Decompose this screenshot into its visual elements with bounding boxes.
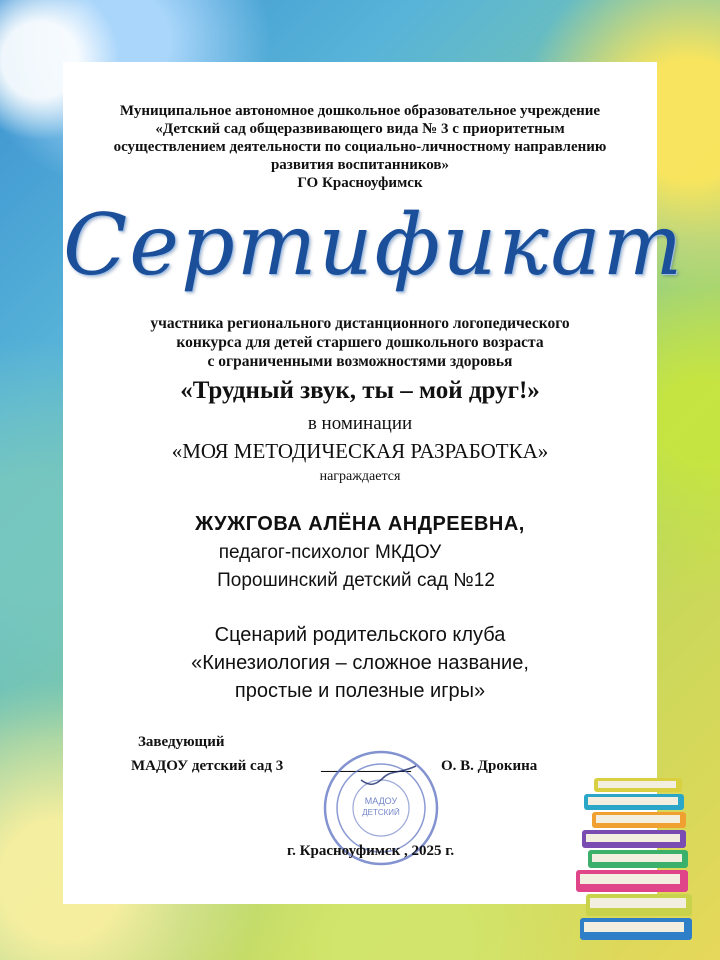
contest-name: «Трудный звук, ты – мой друг!» [180,377,540,404]
nomination-prefix: в номинации [307,413,413,434]
organization-line-3: осуществлением деятельности по социально-личностному направлению [113,139,607,155]
recipient-position: педагог-психолог МКДОУ [218,542,442,563]
books-stack-image [570,770,700,950]
participant-line-3: с ограниченными возможностями здоровья [207,353,513,370]
recipient-name: ЖУЖГОВА АЛЁНА АНДРЕЕВНА, [195,513,525,535]
awarded-text: награждается [319,469,401,484]
participant-line-1: участника регионального дистанционного логопедического [150,315,570,332]
nomination-title: «МОЯ МЕТОДИЧЕСКАЯ РАЗРАБОТКА» [171,439,549,463]
work-line-1: Сценарий родительского клуба [214,624,506,646]
organization-line-1: Муниципальное автономное дошкольное образовательное учреждение [119,103,601,119]
participant-line-2: конкурса для детей старшего дошкольного возраста [176,334,544,351]
signature-name: О. В. Дрокина [441,758,538,774]
organization-line-5: ГО Красноуфимск [297,175,423,191]
certificate-title: Сертификат [63,196,685,294]
signature-line: ____________ [321,758,411,774]
signature-role-line-2: МАДОУ детский сад 3 [131,758,284,774]
work-line-2: «Кинезиология – сложное название, [191,652,529,674]
certificate-sheet [63,62,685,904]
stamp-text: МАДОУ [364,796,398,806]
recipient-institution: Порошинский детский сад №12 [217,570,495,591]
organization-line-4: развития воспитанников» [270,157,450,173]
footer-city-year: г. Красноуфимск , 2025 г. [287,843,455,859]
work-line-3: простые и полезные игры» [234,680,486,702]
organization-line-2: «Детский сад общеразвивающего вида № 3 с приоритетным [155,121,565,137]
stamp-text-2: ДЕТСКИЙ [362,808,400,817]
signature-role-line-1: Заведующий [138,734,225,750]
